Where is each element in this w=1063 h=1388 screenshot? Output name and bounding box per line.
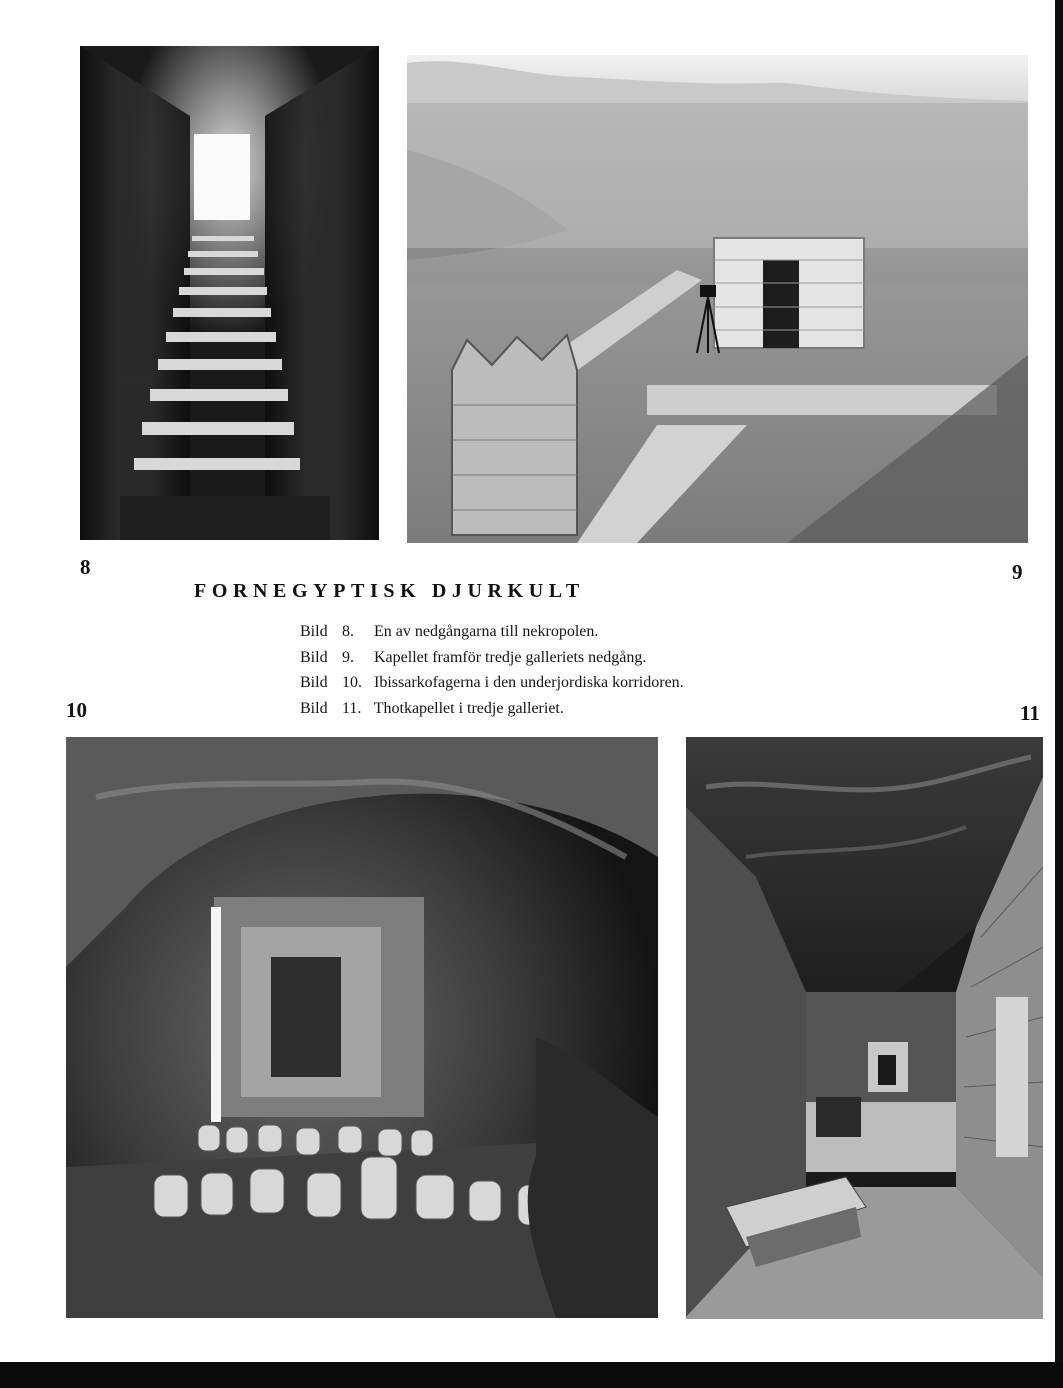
scan-edge	[1055, 0, 1063, 1362]
photo-thoth-chapel	[686, 737, 1043, 1319]
plate-number-11: 11	[1020, 701, 1040, 725]
caption-item	[300, 696, 684, 722]
caption-number: 10.	[342, 674, 362, 691]
photo-ibis-sarcophagi	[66, 737, 658, 1318]
caption-item	[300, 619, 684, 645]
photo-chapel-exterior	[407, 55, 1028, 543]
caption-item	[300, 645, 684, 671]
caption-item	[300, 670, 684, 696]
caption-number: 11.	[342, 699, 362, 717]
caption-lead: Bild	[300, 623, 328, 640]
plate-number-8: 8	[80, 555, 91, 579]
scan-bottom-band	[0, 1362, 1063, 1388]
caption-lead: Bild	[300, 674, 328, 691]
caption-number: 9.	[342, 648, 354, 666]
caption-lead: Bild	[300, 699, 328, 717]
photo-staircase	[80, 46, 379, 540]
caption-text: Kapellet framför tredje galleriets nedgång.	[374, 648, 647, 666]
caption-number: 8.	[342, 623, 354, 640]
caption-text: Thotkapellet i tredje galleriet.	[373, 699, 564, 717]
plate-number-10: 10	[66, 698, 87, 722]
caption-list	[300, 619, 684, 721]
plate-number-9: 9	[1012, 560, 1023, 584]
page-title: FORNEGYPTISK DJURKULT	[194, 580, 585, 602]
caption-lead: Bild	[300, 648, 328, 666]
caption-text: En av nedgångarna till nekropolen.	[374, 623, 599, 640]
caption-text: Ibissarkofagerna i den underjordiska korridoren.	[374, 674, 684, 691]
